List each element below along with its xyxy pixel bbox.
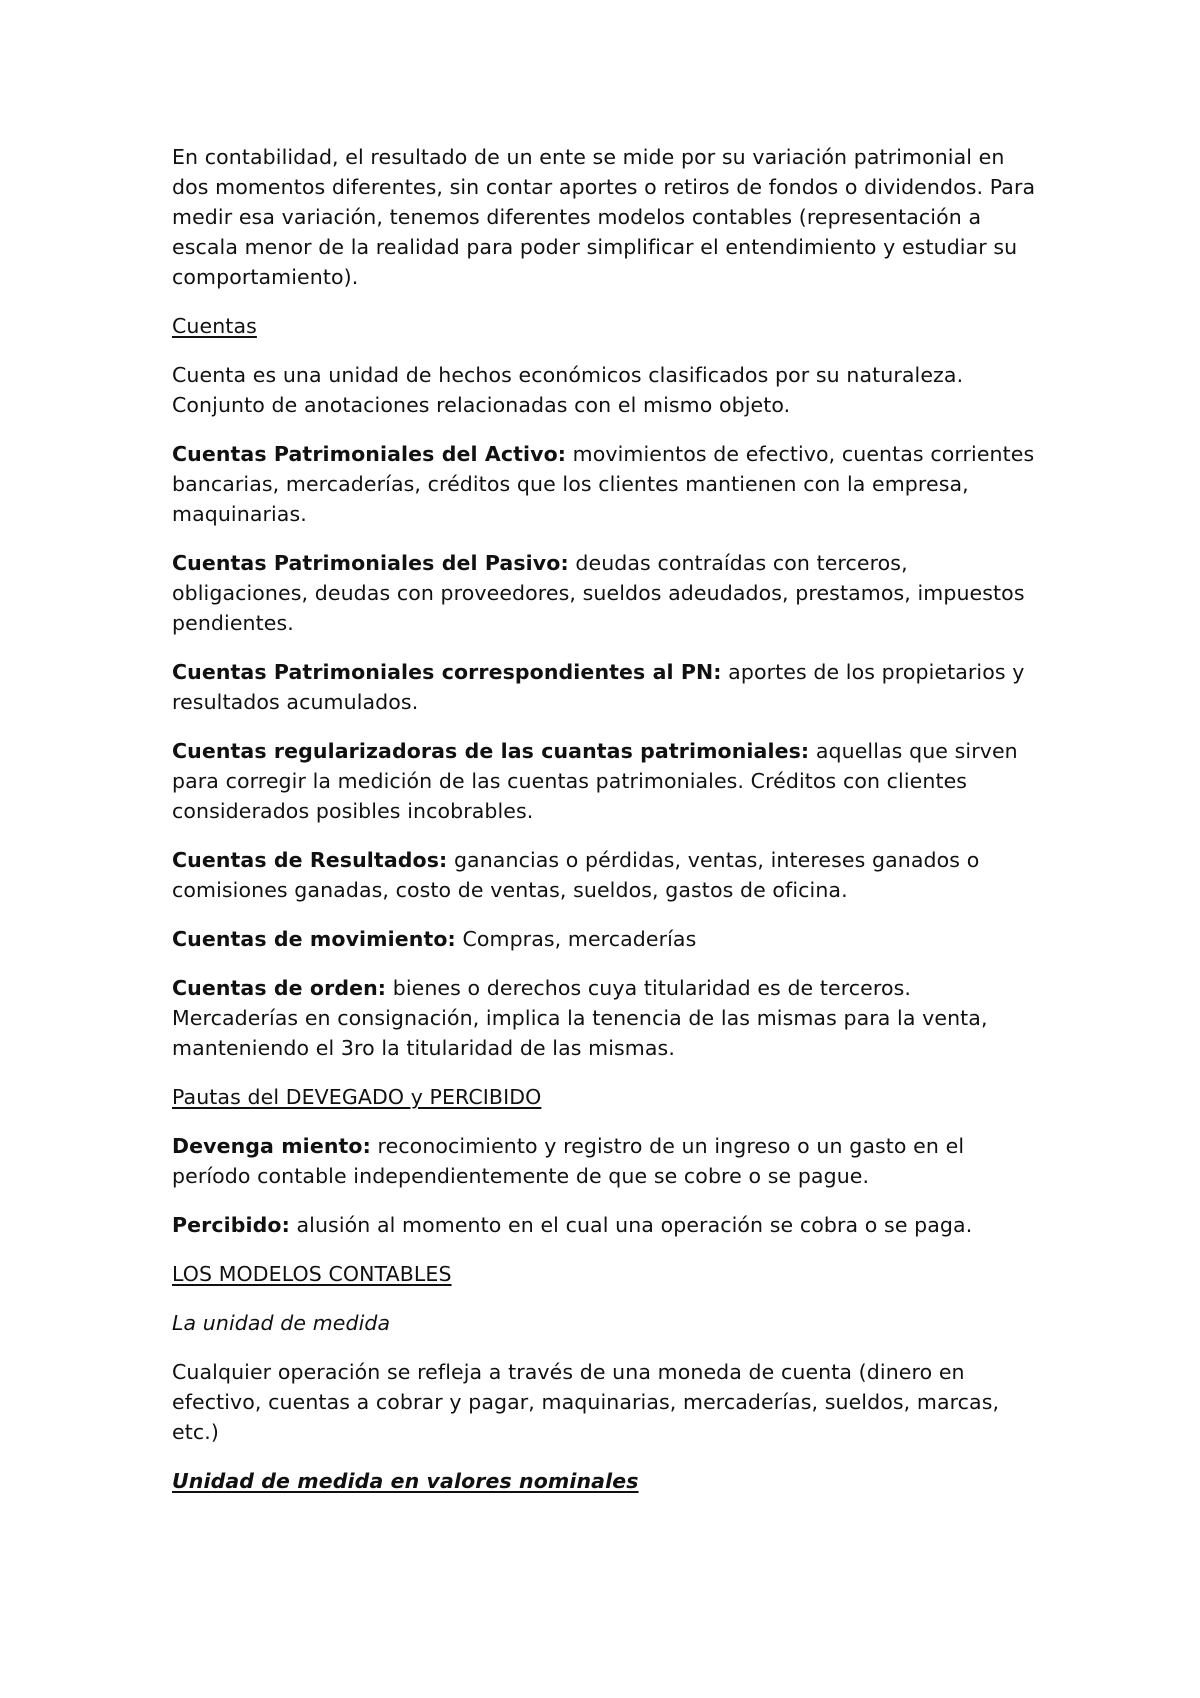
item-term: Cuentas regularizadoras de las cuantas patrimoniales: [172,739,810,763]
item-text: reconocimiento y registro de un ingreso o un gasto en el período contable independientemente de que se cobre o se pague. [172,1134,965,1188]
item-text: Compras, mercaderías [455,927,697,951]
item-activo [172,439,1042,529]
item-term: Cuentas de orden: [172,976,387,1000]
item-term: Devenga miento: [172,1134,371,1158]
item-text: bienes o derechos cuya titularidad es de terceros. Mercaderías en consignación, implica la tenencia de las mismas para la venta, manteniendo el 3ro la titularidad de las mismas. [172,976,988,1060]
item-text: ganancias o pérdidas, ventas, intereses ganados o comisiones ganadas, costo de ventas, sueldos, gastos de oficina. [172,848,980,902]
item-text: aquellas que sirven para corregir la medición de las cuentas patrimoniales. Créditos con clientes considerados posibles incobrables. [172,739,1018,823]
intro-paragraph: En contabilidad, el resultado de un ente se mide por su variación patrimonial en dos momentos diferentes, sin contar aportes o retiros de fondos o dividendos. Para medir esa variación, tenemos diferentes modelos contables (representación a escala menor de la realidad para poder simplificar el entendimiento y estudiar su comportamiento). [172,145,1036,289]
item-regularizadoras [172,736,1042,826]
item-pasivo [172,548,1042,638]
item-text: deudas contraídas con terceros, obligaciones, deudas con proveedores, sueldos adeudados, prestamos, impuestos pendientes. [172,551,1025,635]
heading-nominales [172,1466,1042,1496]
item-devengo [172,1131,1042,1191]
cuenta-definition: Cuenta es una unidad de hechos económicos clasificados por su naturaleza. Conjunto de anotaciones relacionadas con el mismo objeto. [172,363,964,417]
heading-nominales-text: Unidad de medida en valores nominales [172,1469,639,1493]
item-text: alusión al momento en el cual una operación se cobra o se paga. [289,1213,973,1237]
heading-modelos [172,1259,1042,1289]
item-term: Cuentas de movimiento: [172,927,456,951]
subheading-unidad [172,1308,1042,1338]
subheading-unidad-text: La unidad de medida [172,1311,391,1335]
heading-cuentas-text: Cuentas [172,314,257,338]
item-orden [172,973,1042,1063]
item-text: movimientos de efectivo, cuentas corrientes bancarias, mercaderías, créditos que los clientes mantienen con la empresa, maquinarias. [172,442,1035,526]
heading-modelos-text: LOS MODELOS CONTABLES [172,1262,452,1286]
item-percibido [172,1210,1042,1240]
item-pn [172,657,1042,717]
item-term: Cuentas Patrimoniales del Activo: [172,442,567,466]
unidad-paragraph: Cualquier operación se refleja a través de una moneda de cuenta (dinero en efectivo, cuentas a cobrar y pagar, maquinarias, mercaderías, sueldos, marcas, etc.) [172,1360,1000,1444]
item-term: Cuentas de Resultados: [172,848,448,872]
heading-pautas-text: Pautas del DEVEGADO y PERCIBIDO [172,1085,542,1109]
item-term: Percibido: [172,1213,290,1237]
item-term: Cuentas Patrimoniales del Pasivo: [172,551,569,575]
item-movimiento [172,924,1042,954]
heading-pautas [172,1082,1042,1112]
document-page [172,142,1042,1515]
item-text: aportes de los propietarios y resultados acumulados. [172,660,1025,714]
item-resultados [172,845,1042,905]
heading-cuentas [172,311,1042,341]
item-term: Cuentas Patrimoniales correspondientes al PN: [172,660,722,684]
